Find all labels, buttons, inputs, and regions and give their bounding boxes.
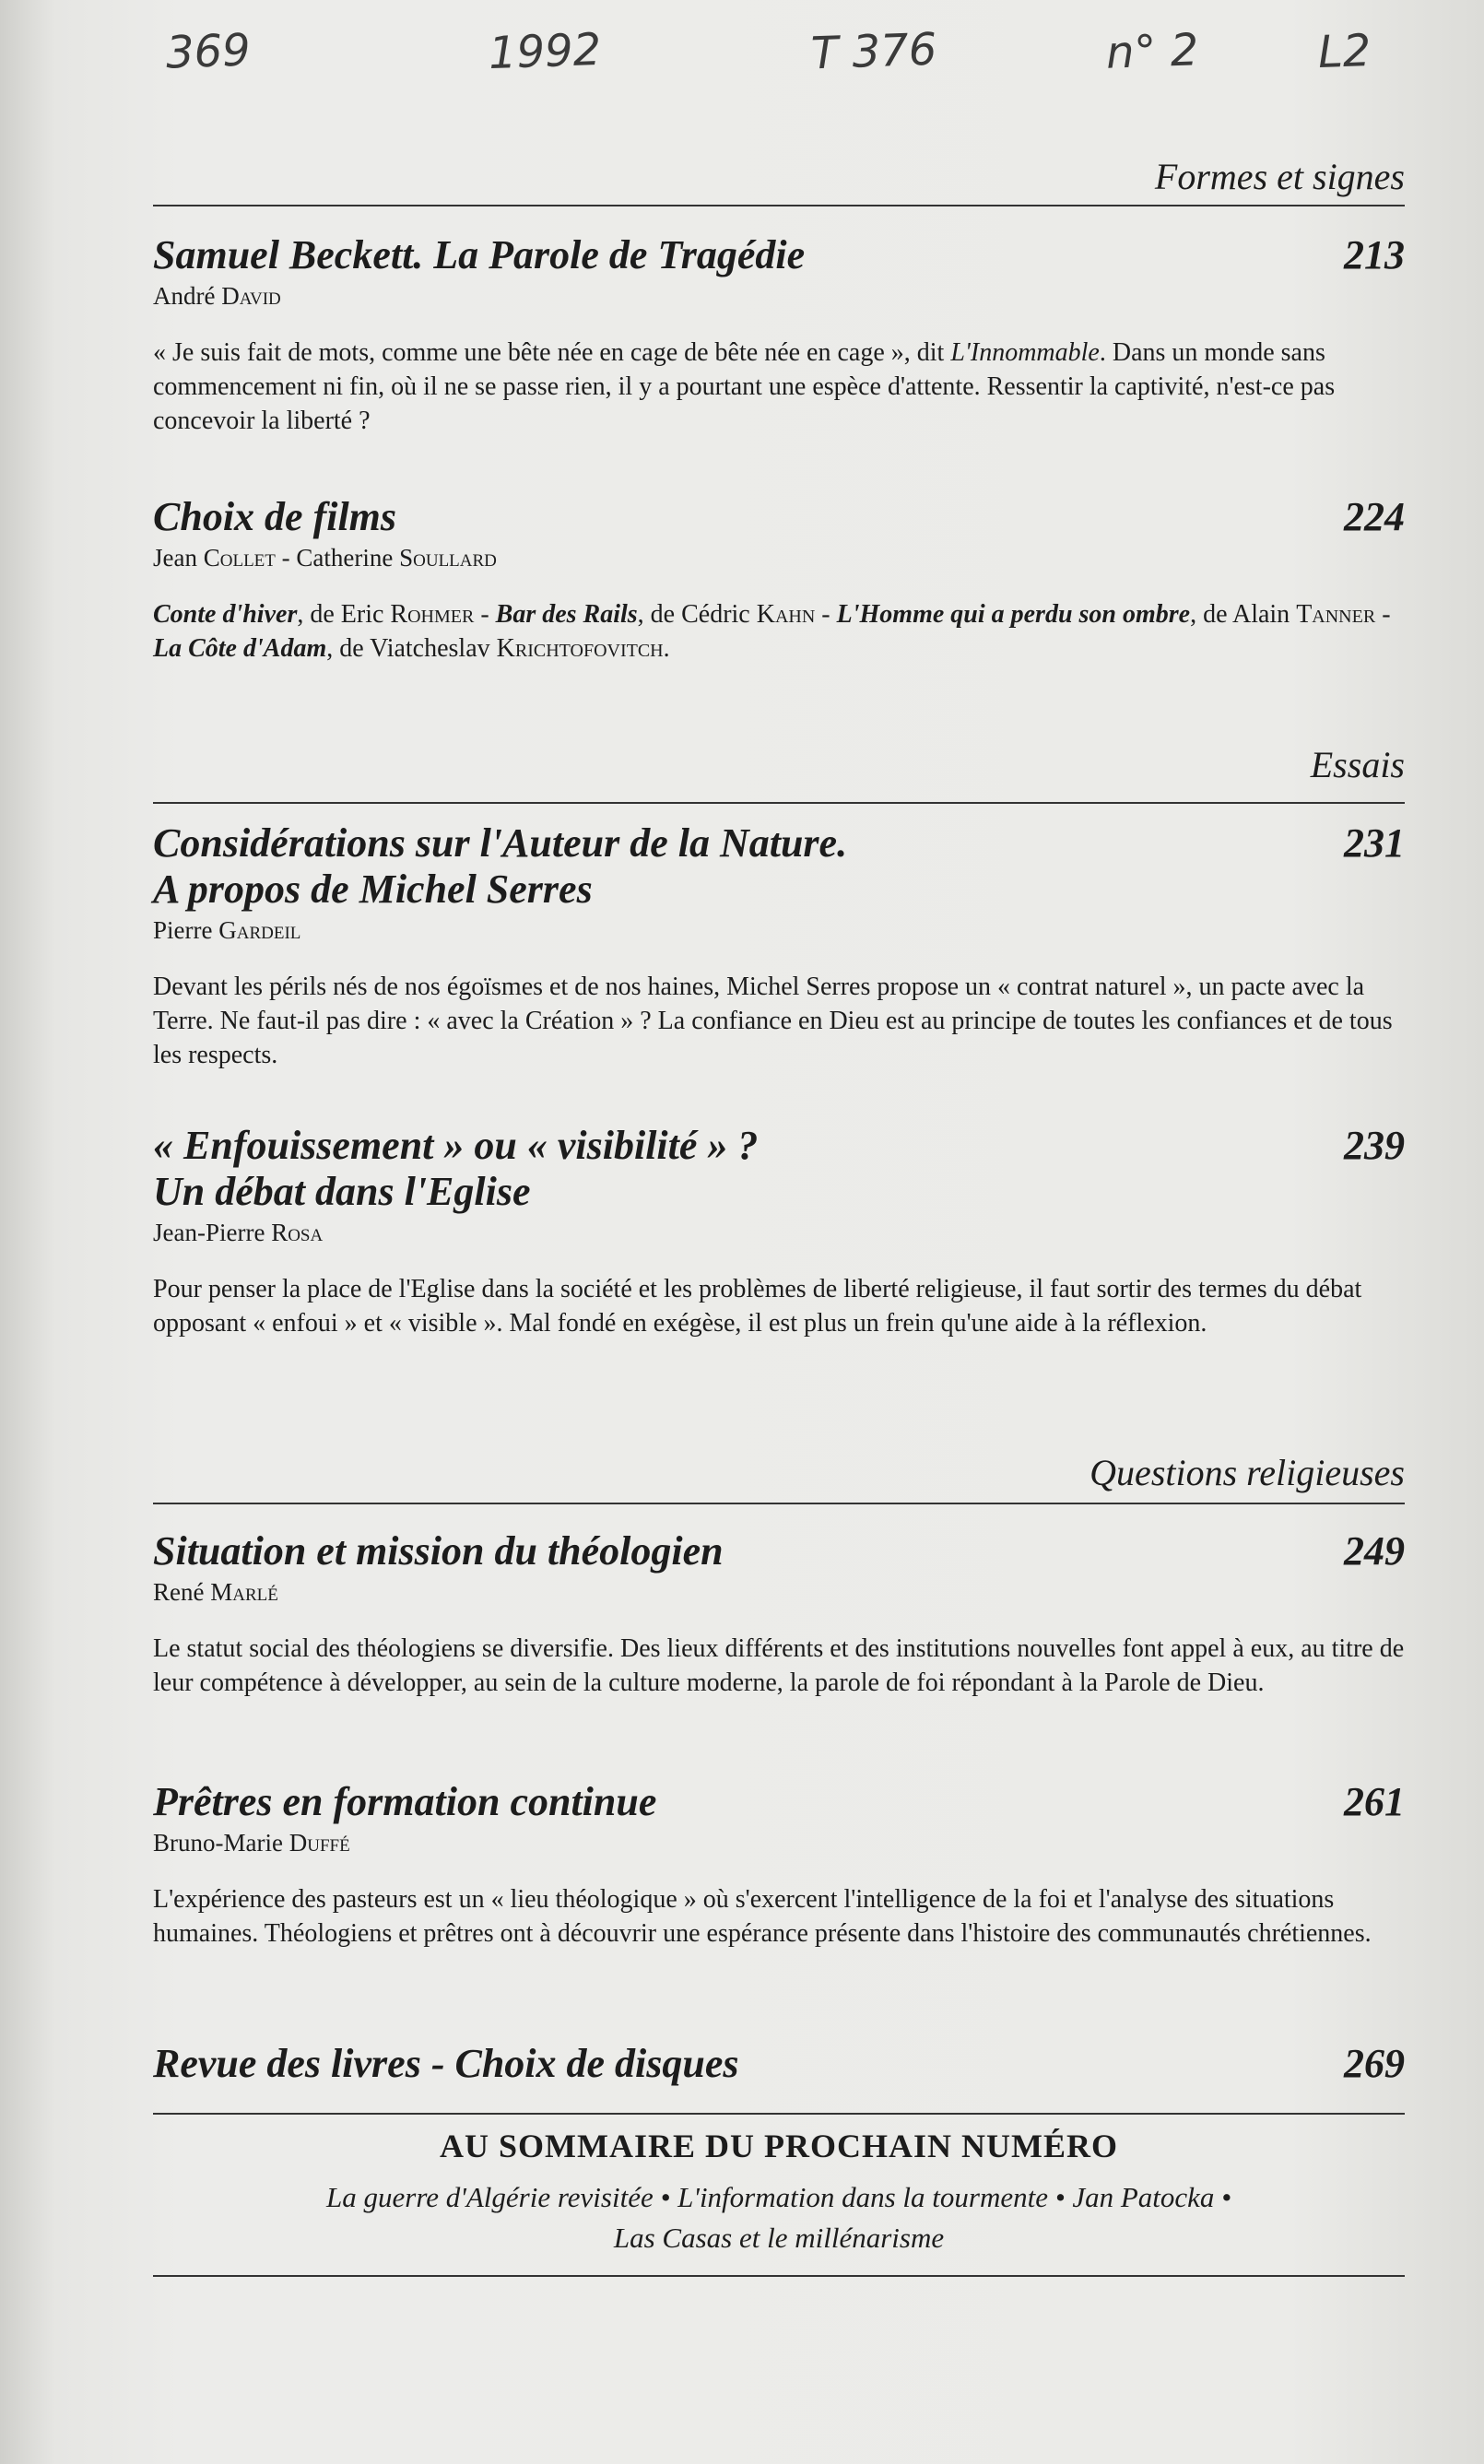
entry-author: André David bbox=[153, 282, 281, 310]
handwritten-note-1: 369 bbox=[165, 24, 252, 79]
entry-summary: Le statut social des théologiens se diversifie. Des lieux différents et des institutions nouvelles font appel à eux, au titre de leur compétence à développer, au sein de la culture moderne, la parole de foi répondant à la Parole de Dieu. bbox=[153, 1634, 1405, 1697]
page-number: 239 bbox=[1344, 1123, 1405, 1168]
entry-author: Pierre Gardeil bbox=[153, 916, 301, 944]
handwritten-note-4: n° 2 bbox=[1105, 24, 1200, 79]
entry-title[interactable]: Prêtres en formation continue bbox=[153, 1779, 657, 1824]
section-label-questions: Questions religieuses bbox=[1089, 1452, 1405, 1493]
toc-entry-films bbox=[153, 494, 1405, 666]
entry-authors: Jean Collet - Catherine Soullard bbox=[153, 544, 497, 572]
entry-summary: L'expérience des pasteurs est un « lieu théologique » où s'exercent l'intelligence de la foi et l'analyse des situations humaines. Théologiens et prêtres ont à découvrir une espérance présente dans l'histoire des communautés chrétiennes. bbox=[153, 1885, 1372, 1948]
page-number: 269 bbox=[1344, 2041, 1405, 2086]
next-issue-rule-top bbox=[153, 2113, 1405, 2115]
next-issue-box bbox=[153, 2126, 1405, 2258]
next-issue-rule-bottom bbox=[153, 2275, 1405, 2277]
toc-entry-beckett bbox=[153, 232, 1405, 438]
handwritten-note-2: 1992 bbox=[488, 23, 603, 80]
page-number: 224 bbox=[1344, 494, 1405, 539]
entry-author: René Marlé bbox=[153, 1578, 278, 1606]
section-rule bbox=[153, 205, 1405, 206]
entry-author: Bruno-Marie Duffé bbox=[153, 1829, 350, 1857]
section-label-formes: Formes et signes bbox=[1154, 156, 1405, 197]
entry-title[interactable]: « Enfouissement » ou « visibilité » ? Un débat dans l'Eglise bbox=[153, 1123, 759, 1214]
section-rule bbox=[153, 802, 1405, 804]
toc-entry-rosa bbox=[153, 1123, 1405, 1340]
page-number: 261 bbox=[1344, 1779, 1405, 1824]
entry-summary: Pour penser la place de l'Eglise dans la société et les problèmes de liberté religieuse, il faut sortir des termes du débat opposant « enfoui » et « visible ». Mal fondé en exégèse, il est plus un frein qu'une aide à la réflexion. bbox=[153, 1275, 1362, 1338]
entry-title[interactable]: Considérations sur l'Auteur de la Nature. A propos de Michel Serres bbox=[153, 820, 848, 912]
entry-summary: Devant les périls nés de nos égoïsmes et de nos haines, Michel Serres propose un « contrat naturel », un pacte avec la Terre. Ne faut-il pas dire : « avec la Création » ? La confiance en Dieu est au principe de toutes les confiances et de tous les respects. bbox=[153, 973, 1393, 1069]
handwritten-note-5: L2 bbox=[1317, 25, 1372, 78]
entry-title[interactable]: Revue des livres - Choix de disques bbox=[153, 2041, 739, 2086]
entry-summary: Conte d'hiver, de Eric Rohmer - Bar des Rails, de Cédric Kahn - L'Homme qui a perdu son ombre, de Alain Tanner - La Côte d'Adam, de Viatcheslav Krichtofovitch. bbox=[153, 600, 1391, 663]
next-issue-heading: AU SOMMAIRE DU PROCHAIN NUMÉRO bbox=[440, 2128, 1118, 2164]
entry-title[interactable]: Choix de films bbox=[153, 494, 397, 539]
toc-entry-marle bbox=[153, 1528, 1405, 1700]
handwritten-note-3: T 376 bbox=[810, 23, 938, 80]
entry-title[interactable]: Samuel Beckett. La Parole de Tragédie bbox=[153, 232, 806, 277]
toc-entry-duffe bbox=[153, 1779, 1405, 1951]
toc-entry-serres bbox=[153, 820, 1405, 1072]
next-issue-line-2: Las Casas et le millénarisme bbox=[613, 2222, 945, 2254]
toc-entry-livres bbox=[153, 2041, 1405, 2087]
page-number: 231 bbox=[1344, 820, 1405, 866]
next-issue-line-1: La guerre d'Algérie revisitée • L'information dans la tourmente • Jan Patocka • bbox=[326, 2181, 1231, 2213]
section-rule bbox=[153, 1503, 1405, 1504]
entry-summary: « Je suis fait de mots, comme une bête née en cage de bête née en cage », dit L'Innommable. Dans un monde sans commencement ni fin, où il ne se passe rien, il y a pourtant une espèce d'attente. Ressentir la captivité, n'est-ce pas concevoir la liberté ? bbox=[153, 338, 1336, 435]
page-number: 213 bbox=[1344, 232, 1405, 277]
entry-author: Jean-Pierre Rosa bbox=[153, 1219, 324, 1246]
section-label-essais: Essais bbox=[1310, 744, 1405, 785]
entry-title[interactable]: Situation et mission du théologien bbox=[153, 1528, 724, 1574]
page-number: 249 bbox=[1344, 1528, 1405, 1574]
